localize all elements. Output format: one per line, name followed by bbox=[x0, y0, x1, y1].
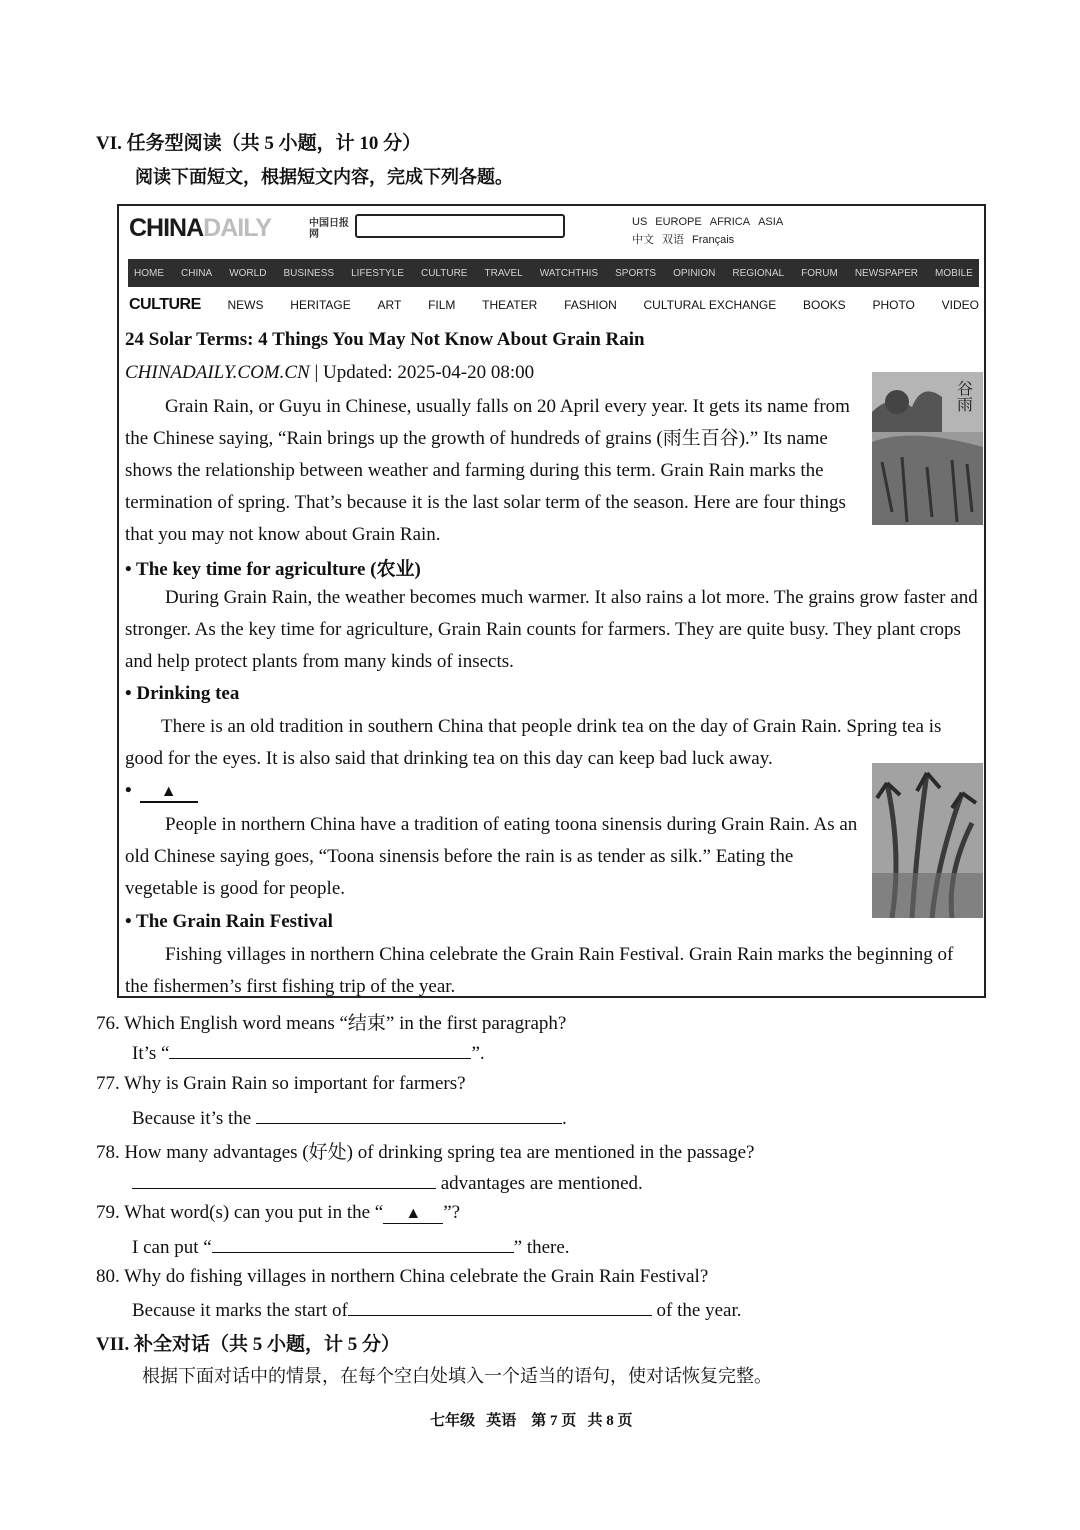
grain-rain-painting-image bbox=[872, 372, 983, 525]
question-80: 80. Why do fishing villages in northern China celebrate the Grain Rain Festival? bbox=[96, 1266, 709, 1287]
article-source: CHINADAILY.COM.CN bbox=[125, 362, 310, 383]
subnav-section-label[interactable]: CULTURE bbox=[129, 296, 201, 313]
edition-europe[interactable]: EUROPE bbox=[655, 216, 702, 228]
nav-china[interactable]: CHINA bbox=[181, 267, 213, 279]
answer-78-blank[interactable] bbox=[132, 1170, 436, 1189]
article-updated: | Updated: 2025-04-20 08:00 bbox=[309, 362, 535, 383]
article-headline: 24 Solar Terms: 4 Things You May Not Know About Grain Rain bbox=[125, 329, 645, 350]
heading-agriculture: • The key time for agriculture (农业) bbox=[125, 559, 421, 580]
subnav-heritage[interactable]: HERITAGE bbox=[290, 298, 351, 312]
nav-watchthis[interactable]: WATCHTHIS bbox=[539, 267, 599, 279]
nav-opinion[interactable]: OPINION bbox=[673, 267, 716, 279]
nav-home[interactable]: HOME bbox=[134, 267, 164, 279]
section-6-title: VI. 任务型阅读（共 5 小题，计 10 分） bbox=[96, 133, 422, 154]
nav-newspaper[interactable]: NEWSPAPER bbox=[854, 267, 918, 279]
subnav-video[interactable]: VIDEO bbox=[941, 298, 979, 312]
answer-77: Because it’s the . bbox=[132, 1105, 567, 1130]
edition-asia[interactable]: ASIA bbox=[758, 216, 784, 228]
nav-world[interactable]: WORLD bbox=[229, 267, 267, 279]
subnav-film[interactable]: FILM bbox=[428, 298, 456, 312]
question-78: 78. How many advantages (好处) of drinking spring tea are mentioned in the passage? bbox=[96, 1142, 755, 1163]
question-79-triangle: ▲ bbox=[383, 1205, 443, 1224]
question-79: 79. What word(s) can you put in the “ ▲ ”? bbox=[96, 1202, 461, 1223]
subnav-cultural-exchange[interactable]: CULTURAL EXCHANGE bbox=[643, 298, 777, 312]
answer-79: I can put “ ” there. bbox=[132, 1234, 570, 1259]
paragraph-toona: People in northern China have a tradition of eating toona sinensis during Grain Rain. As an old Chinese saying goes, “Toona sinensis before the rain is as tender as silk.” Eating the vegetable is good for people. bbox=[125, 814, 858, 899]
subnav-news[interactable]: NEWS bbox=[227, 298, 264, 312]
answer-77-blank[interactable] bbox=[256, 1105, 562, 1124]
subnav-fashion[interactable]: FASHION bbox=[564, 298, 617, 312]
section-7-title: VII. 补全对话（共 5 小题，计 5 分） bbox=[96, 1334, 401, 1355]
nav-travel[interactable]: TRAVEL bbox=[484, 267, 523, 279]
question-77: 77. Why is Grain Rain so important for farmers? bbox=[96, 1073, 466, 1094]
toona-sinensis-image bbox=[872, 763, 983, 918]
culture-subnav bbox=[129, 296, 979, 314]
heading-festival: • The Grain Rain Festival bbox=[125, 911, 333, 932]
search-input[interactable] bbox=[355, 214, 565, 238]
answer-80: Because it marks the start of of the year. bbox=[132, 1297, 741, 1322]
heading-tea: • Drinking tea bbox=[125, 683, 240, 704]
section-6-instruction: 阅读下面短文，根据短文内容，完成下列各题。 bbox=[135, 167, 513, 187]
answer-78: advantages are mentioned. bbox=[132, 1170, 643, 1195]
lang-chinese[interactable]: 中文 bbox=[632, 234, 654, 246]
answer-76: It’s “ ”. bbox=[132, 1040, 485, 1065]
triangle-blank: ▲ bbox=[140, 783, 198, 803]
main-nav bbox=[128, 259, 979, 287]
question-76: 76. Which English word means “结束” in the first paragraph? bbox=[96, 1013, 567, 1034]
article-screenshot bbox=[117, 204, 986, 998]
edition-us[interactable]: US bbox=[632, 216, 648, 228]
section-7-instruction: 根据下面对话中的情景，在每个空白处填入一个适当的语句，使对话恢复完整。 bbox=[142, 1366, 772, 1386]
paragraph-tea: There is an old tradition in southern China that people drink tea on the day of Grain Rain. Spring tea is good for the eyes. It is also said that drinking tea on this day can keep bad luck away. bbox=[125, 716, 942, 769]
nav-lifestyle[interactable]: LIFESTYLE bbox=[351, 267, 404, 279]
language-links bbox=[632, 231, 742, 247]
answer-80-blank[interactable] bbox=[348, 1297, 652, 1316]
nav-regional[interactable]: REGIONAL bbox=[732, 267, 785, 279]
page-footer: 七年级 英语 第 7 页 共 8 页 bbox=[430, 1413, 633, 1429]
article-intro: Grain Rain, or Guyu in Chinese, usually falls on 20 April every year. It gets its name from the Chinese saying, “Rain brings up the growth of hundreds of grains (雨生百谷).” Its name shows the relationship between weather and farming during this term. Grain Rain marks the termination of spring. That’s because it is the last solar term of the season. Here are four things that you may not know about Grain Rain. bbox=[125, 396, 850, 545]
paragraph-festival: Fishing villages in northern China celebrate the Grain Rain Festival. Grain Rain marks the beginning of the fishermen’s first fishing trip of the year. bbox=[125, 944, 954, 997]
lang-bilingual[interactable]: 双语 bbox=[662, 234, 684, 246]
nav-mobile[interactable]: MOBILE bbox=[935, 267, 973, 279]
paragraph-agriculture: During Grain Rain, the weather becomes much warmer. It also rains a lot more. The grains grow faster and stronger. As the key time for agriculture, Grain Rain counts for farmers. They are quite busy. They plant crops and help protect plants from many kinds of insects. bbox=[125, 587, 978, 672]
site-logo-cn: 中国日报 网 bbox=[309, 218, 349, 240]
article-byline bbox=[125, 362, 534, 384]
nav-business[interactable]: BUSINESS bbox=[283, 267, 335, 279]
subnav-art[interactable]: ART bbox=[377, 298, 402, 312]
nav-forum[interactable]: FORUM bbox=[801, 267, 838, 279]
answer-79-blank[interactable] bbox=[212, 1234, 514, 1253]
subnav-books[interactable]: BOOKS bbox=[802, 298, 846, 312]
lang-french[interactable]: Français bbox=[692, 234, 735, 246]
answer-76-blank[interactable] bbox=[169, 1040, 471, 1059]
nav-sports[interactable]: SPORTS bbox=[615, 267, 657, 279]
nav-culture[interactable]: CULTURE bbox=[420, 267, 468, 279]
painting-caption: 谷雨 bbox=[954, 380, 974, 412]
subnav-theater[interactable]: THEATER bbox=[482, 298, 538, 312]
site-logo: CHINADAILY bbox=[129, 214, 271, 242]
heading-blank: • ▲ bbox=[125, 780, 198, 803]
subnav-photo[interactable]: PHOTO bbox=[872, 298, 915, 312]
edition-africa[interactable]: AFRICA bbox=[709, 216, 751, 228]
edition-links bbox=[632, 216, 791, 228]
